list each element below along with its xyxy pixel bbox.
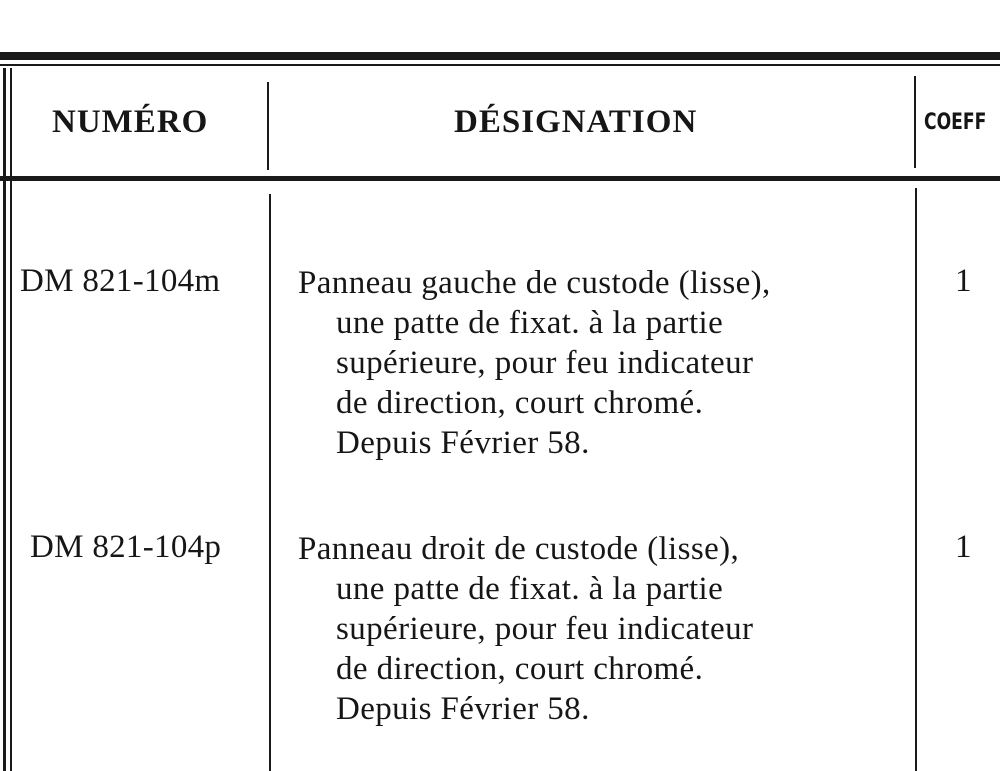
row-2-designation-line: supérieure, pour feu indicateur [336,611,754,647]
row-1-designation-line: supérieure, pour feu indicateur [336,345,754,381]
row-2-coefficient: 1 [955,529,972,565]
row-1-designation-line: de direction, court chromé. [336,385,704,421]
header-bottom-rule [0,176,1000,181]
row-2-part-number: DM 821-104p [30,529,222,565]
column-divider-header-2 [914,76,916,168]
column-divider-body-1 [269,194,271,771]
row-1-coefficient: 1 [955,263,972,299]
row-1-designation-line: une patte de fixat. à la partie [336,305,724,341]
row-2-designation-line: de direction, court chromé. [336,651,704,687]
row-2-designation-line: une patte de fixat. à la partie [336,571,724,607]
left-border-outer [3,68,6,771]
row-1-designation-line: Panneau gauche de custode (lisse), [298,265,771,301]
header-numero: NUMÉRO [52,104,209,140]
row-1-designation-line: Depuis Février 58. [336,425,590,461]
column-divider-header-1 [267,82,269,170]
header-designation: DÉSIGNATION [454,104,698,140]
top-thick-rule [0,52,1000,60]
row-2-designation-line: Depuis Février 58. [336,691,590,727]
header-coefficient: COEFF [924,110,987,135]
column-divider-body-2 [915,188,917,771]
row-1-part-number: DM 821-104m [20,263,221,299]
row-2-designation-line: Panneau droit de custode (lisse), [298,531,740,567]
top-thin-rule [0,64,1000,66]
left-border-inner [10,68,12,771]
